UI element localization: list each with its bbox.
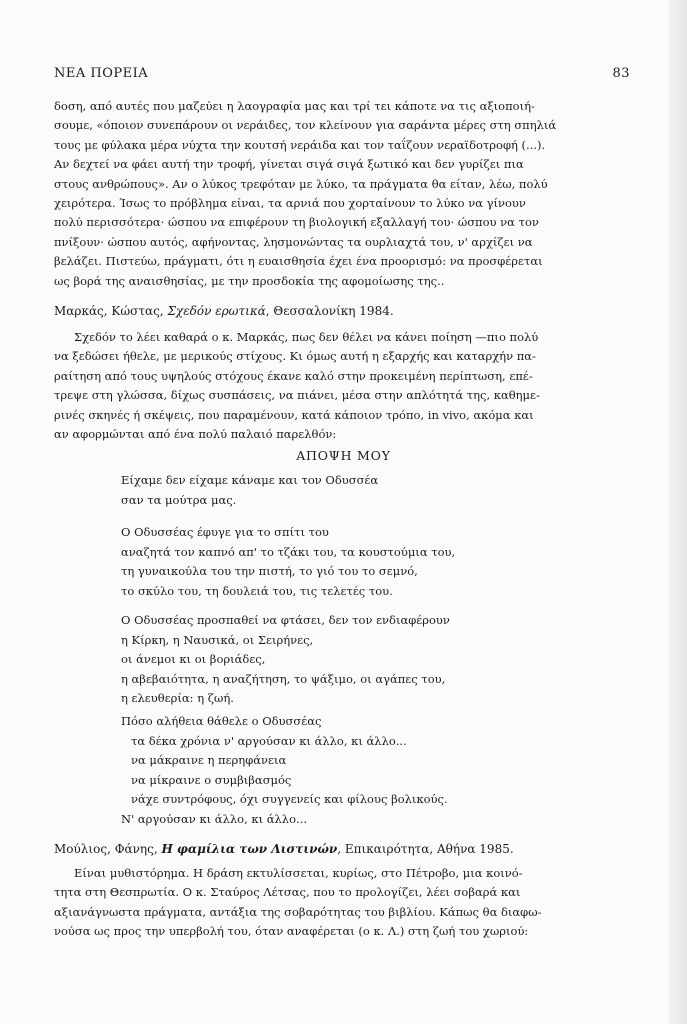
- poem-line: η Κίρκη, η Ναυσικά, οι Σειρήνες,: [121, 632, 314, 647]
- poem-stanza-2: [121, 523, 581, 601]
- poem-line: να μίκραινε ο συμβιβασμός: [131, 772, 292, 787]
- poem-title: ΑΠΟΨΗ ΜΟΥ: [296, 448, 391, 463]
- poem-stanza-3: [121, 611, 581, 709]
- text-line: χειρότερα. Ίσως το πρόβλημα είναι, τα αρνιά που χορταίνουν το λύκο να γίνουν: [54, 196, 526, 211]
- text-line: Αν δεχτεί να φάει αυτή την τροφή, γίνεται σιγά σιγά ξωτικό και δεν γυρίζει πια: [54, 157, 524, 172]
- text-line: ως βορά της αναισθησίας, με την προσδοκία της αφομοίωσης της..: [54, 273, 445, 288]
- ref-place: , Θεσσαλονίκη 1984.: [265, 304, 394, 318]
- text-line: βελάζει. Πιστεύω, πράγματι, ότι η ευαισθησία έχει ένα προορισμό: να προσφέρεται: [54, 254, 543, 269]
- ref-title: Σχεδόν ερωτικά: [167, 304, 266, 318]
- ref-author: Μούλιος, Φάνης,: [54, 842, 162, 856]
- poem-line: σαν τα μούτρα μας.: [121, 492, 237, 507]
- poem-line: Ο Οδυσσέας προσπαθεί να φτάσει, δεν τον ενδιαφέρουν: [121, 613, 450, 627]
- poem-line: η ελευθερία: η ζωή.: [121, 691, 234, 705]
- text-line: τρεψε στη γλώσσα, δίχως συσπάσεις, να πιάνει, μέσα στην απλότητά της, καθημε-: [54, 388, 540, 403]
- review-paragraph-markas: [54, 328, 630, 444]
- text-line: τητα στη Θεσπρωτία. Ο κ. Σταύρος Λέτσας, που το προλογίζει, λέει σοβαρά και: [54, 885, 521, 900]
- poem-line: Ν' αργούσαν κι άλλο, κι άλλο...: [121, 811, 307, 826]
- text-line: τους με φύλακα μέρα νύχτα την κουτσή νεράιδα και τον ταΐζουν νεραϊδοτροφή (...).: [54, 137, 546, 152]
- ref-title: Η φαμίλια των Λιστινών: [161, 842, 338, 856]
- book-reference-moulios: [54, 840, 630, 858]
- poem-line: αναζητά τον καπνό απ' το τζάκι του, τα κουστούμια του,: [121, 544, 456, 559]
- text-line: πνίξουν· ώσπου αυτός, αφήνοντας, λησμονώντας τα ουρλιαχτά του, ν' αρχίζει να: [54, 234, 533, 249]
- poem-line: νάχε συντρόφους, όχι συγγενείς και φίλους βολικούς.: [131, 792, 448, 806]
- poem-line: Ο Οδυσσέας έφυγε για το σπίτι του: [121, 525, 329, 539]
- text-line: νούσα ως προς την υπερβολή του, όταν αναφέρεται (ο κ. Λ.) στη ζωή του χωριού:: [54, 924, 529, 939]
- poem-stanza-1: [121, 471, 581, 510]
- poem-line: τα δέκα χρόνια ν' αργούσαν κι άλλο, κι άλλο...: [131, 733, 407, 748]
- text-line: ρινές σκηνές ή σκέψεις, που παραμένουν, κατά κάποιον τρόπο, in vivo, ακόμα και: [54, 407, 534, 422]
- ref-author: Μαρκάς, Κώστας,: [54, 304, 168, 318]
- poem-line: να μάκραινε η περηφάνεια: [131, 753, 287, 767]
- poem-line: το σκύλο του, τη δουλειά του, τις τελετές του.: [121, 583, 393, 598]
- paragraph-continued: [54, 97, 630, 291]
- text-line: αξιανάγνωστα πράγματα, αντάξια της σοβαρότητας του βιβλίου. Κάπως θα διαφω-: [54, 904, 542, 919]
- text-line: σουμε, «όποιον συνεπάρουν οι νεράιδες, τον κλείνουν για σαράντα μέρες στη σπηλιά: [54, 118, 557, 133]
- page-edge-shadow: [669, 0, 687, 1024]
- book-reference-markas: [54, 302, 630, 320]
- page-number: 83: [612, 66, 630, 81]
- text-line: Σχεδόν το λέει καθαρά ο κ. Μαρκάς, πως δεν θέλει να κάνει ποίηση —πιο πολύ: [74, 330, 539, 344]
- text-line: Είναι μυθιστόρημα. Η δράση εκτυλίσσεται, κυρίως, στο Πέτροβο, μια κοινό-: [74, 866, 523, 880]
- poem-line: Είχαμε δεν είχαμε κάναμε και τον Οδυσσέα: [121, 473, 379, 487]
- running-title: ΝΕΑ ΠΟΡΕΙΑ: [54, 66, 149, 81]
- running-header: [54, 66, 630, 81]
- text-line: ραίτηση από τους υψηλούς στόχους έκανε καλό στην προκειμένη περίπτωση, επέ-: [54, 368, 533, 383]
- text-line: πολύ περισσότερα· ώσπου να επιφέρουν τη βιολογική εξαλλαγή του· ώσπου να τον: [54, 215, 539, 230]
- text-line: να ξεδώσει ήθελε, με μερικούς στίχους. Κι όμως αυτή η εξαρχής και καταρχήν πα-: [54, 349, 536, 364]
- poem-line: Πόσο αλήθεια θάθελε ο Οδυσσέας: [121, 714, 322, 728]
- ref-place: , Επικαιρότητα, Αθήνα 1985.: [337, 842, 514, 856]
- text-line: δοση, από αυτές που μαζεύει η λαογραφία μας και τρί τει κάποτε να τις αξιοποιή-: [54, 99, 535, 113]
- poem-stanza-4: [121, 712, 581, 829]
- text-line: στους ανθρώπους». Αν ο λύκος τρεφόταν με λύκο, τα πράγματα θα είταν, λέω, πολύ: [54, 176, 548, 191]
- poem-line: οι άνεμοι κι οι βοριάδες,: [121, 652, 266, 666]
- review-paragraph-moulios: [54, 864, 630, 942]
- poem-line: η αβεβαιότητα, η αναζήτηση, το ψάξιμο, οι αγάπες του,: [121, 671, 446, 686]
- text-line: αν αφορμώνται από ένα πολύ παλαιό παρελθόν:: [54, 427, 337, 442]
- poem-line: τη γυναικούλα του την πιστή, το γιό του το σεμνό,: [121, 564, 418, 578]
